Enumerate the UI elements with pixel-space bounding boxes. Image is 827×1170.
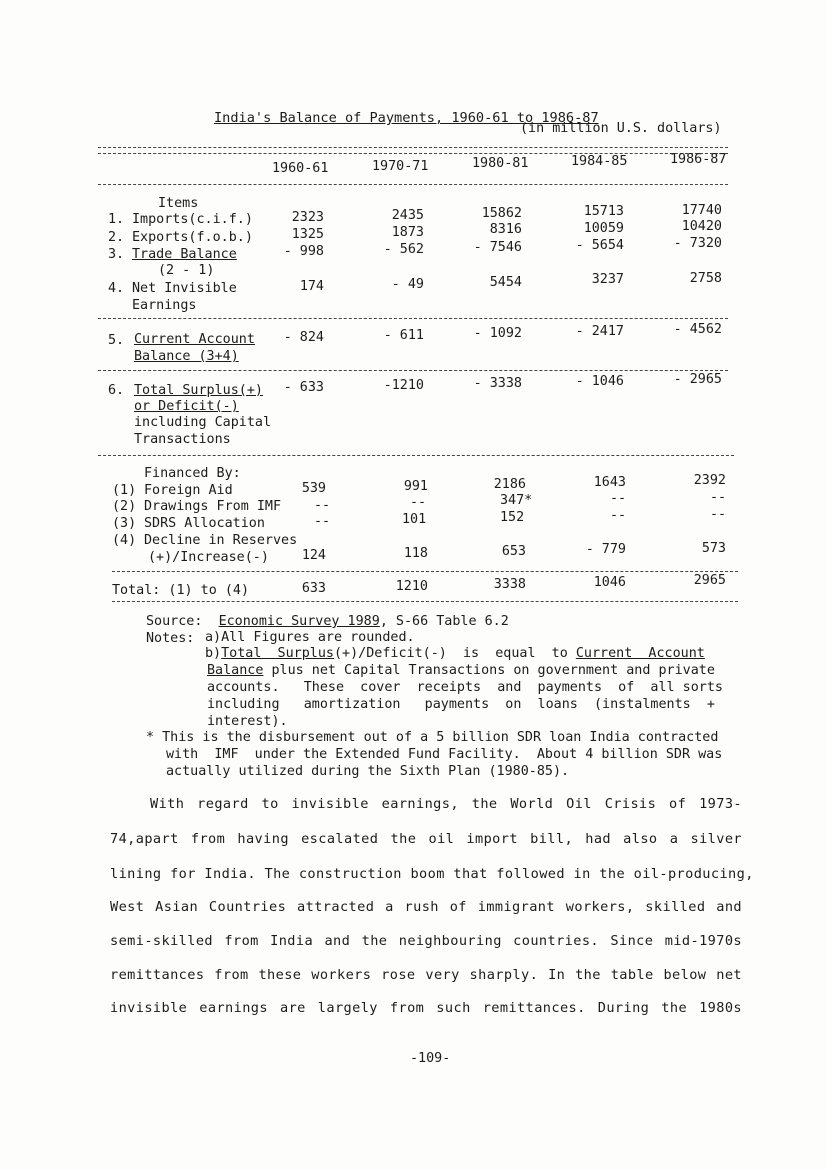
row-label: Imports(c.i.f.) <box>132 212 253 227</box>
source-label: Source: <box>146 614 203 629</box>
value-cell: 2323 <box>291 210 324 225</box>
note-b-line5: interest). <box>207 714 288 729</box>
note-b-line1 <box>205 646 705 661</box>
value-cell: 2392 <box>693 473 726 488</box>
value-cell: 124 <box>301 548 326 563</box>
source-note <box>146 614 509 629</box>
year-header-5: 1986-87 <box>670 152 727 167</box>
rule-top-2 <box>98 153 728 154</box>
note-b-balance: Balance <box>207 663 264 678</box>
value-cell: - 998 <box>283 244 324 259</box>
items-header: Items <box>158 196 199 211</box>
value-cell: - 1046 <box>575 374 624 389</box>
value-cell: - 562 <box>383 242 424 257</box>
value-cell: 17740 <box>681 203 722 218</box>
row-label: Current Account <box>134 332 255 347</box>
row-label-cont: including Capital <box>134 415 272 430</box>
value-cell: -- <box>314 514 331 529</box>
fin-row-label-cont: (+)/Increase(-) <box>148 550 269 565</box>
value-cell: 118 <box>403 546 428 561</box>
source-table: , S-66 Table 6.2 <box>379 614 509 629</box>
note-b-line4: including amortization payments on loans (instalments + <box>207 697 715 712</box>
body-line-1: With regard to invisible earnings, the World Oil Crisis of 1973- <box>150 796 742 812</box>
fin-row-label: Drawings From IMF <box>144 499 282 514</box>
table-title: India's Balance of Payments, 1960-61 to 1986-87 <box>214 110 599 126</box>
value-cell: -- <box>710 490 727 505</box>
note-b-prefix: b) <box>205 646 222 661</box>
row-number: 4. <box>108 281 125 296</box>
footnote-star-line1: * This is the disbursement out of a 5 billion SDR loan India contracted <box>146 730 719 745</box>
value-cell: -- <box>610 491 627 506</box>
row-label-cont: or Deficit(-) <box>134 399 239 414</box>
fin-row-number: (3) <box>112 516 137 531</box>
value-cell: 539 <box>301 481 326 496</box>
value-cell: -- <box>410 495 427 510</box>
fin-row-number: (1) <box>112 483 137 498</box>
value-cell: - 3338 <box>473 376 522 391</box>
row-label-cont: Earnings <box>132 298 197 313</box>
value-cell: 347* <box>500 493 533 508</box>
note-b-total-surplus: Total Surplus <box>221 646 334 661</box>
value-cell: 2965 <box>693 573 726 588</box>
note-b-current-account: Current Account <box>575 646 705 661</box>
fin-row-label: SDRS Allocation <box>144 516 265 531</box>
rule-top-1 <box>98 147 728 148</box>
value-cell: 5454 <box>489 275 522 290</box>
value-cell: 991 <box>403 479 428 494</box>
value-cell: 1210 <box>395 579 428 594</box>
rule-row6 <box>98 455 734 456</box>
value-cell: 2758 <box>689 271 722 286</box>
notes-label: Notes: <box>146 631 195 646</box>
row-number: 6. <box>108 383 125 398</box>
value-cell: - 1092 <box>473 326 522 341</box>
value-cell: - 633 <box>283 380 324 395</box>
value-cell: - 49 <box>391 277 424 292</box>
value-cell: - 611 <box>383 328 424 343</box>
value-cell: 10059 <box>583 221 624 236</box>
year-header-4: 1984-85 <box>571 154 628 169</box>
value-cell: 3338 <box>493 577 526 592</box>
page-number: -109- <box>410 1051 451 1066</box>
value-cell: 653 <box>501 544 526 559</box>
value-cell: 1046 <box>593 575 626 590</box>
value-cell: - 7546 <box>473 240 522 255</box>
body-line-3: lining for India. The construction boom that followed in the oil-producing, <box>110 866 754 882</box>
value-cell: 1325 <box>291 227 324 242</box>
row-label: Trade Balance <box>132 247 237 262</box>
note-b-line2-rest: plus net Capital Transactions on government and private <box>263 663 715 678</box>
rule-row5 <box>98 370 728 371</box>
value-cell: -- <box>710 507 727 522</box>
value-cell: 1643 <box>593 475 626 490</box>
rule-total-top <box>112 571 738 572</box>
value-cell: 8316 <box>489 222 522 237</box>
row-number: 3. <box>108 247 125 262</box>
source-reference: Economic Survey 1989 <box>218 614 380 629</box>
value-cell: - 824 <box>283 330 324 345</box>
row-label-cont: (2 - 1) <box>158 263 215 278</box>
fin-row-label: Foreign Aid <box>144 483 233 498</box>
financed-by-header: Financed By: <box>144 466 241 481</box>
value-cell: - 7320 <box>673 236 722 251</box>
total-label: Total: (1) to (4) <box>112 583 250 598</box>
body-line-4: West Asian Countries attracted a rush of immigrant workers, skilled and <box>110 899 742 915</box>
note-b-line3: accounts. These cover receipts and payments of all sorts <box>207 680 723 695</box>
value-cell: 10420 <box>681 219 722 234</box>
value-cell: - 5654 <box>575 238 624 253</box>
year-header-3: 1980-81 <box>472 156 529 171</box>
value-cell: 633 <box>301 581 326 596</box>
note-a: a)All Figures are rounded. <box>205 630 415 645</box>
footnote-star-line3: actually utilized during the Sixth Plan (1980-85). <box>166 764 570 779</box>
value-cell: 152 <box>500 510 525 525</box>
value-cell: - 2417 <box>575 324 624 339</box>
value-cell: -- <box>314 498 331 513</box>
value-cell: 573 <box>701 541 726 556</box>
row-label-cont: Transactions <box>134 432 231 447</box>
rule-row4 <box>98 318 728 319</box>
body-line-6: remittances from these workers rose very sharply. In the table below net <box>110 967 742 983</box>
year-header-1: 1960-61 <box>272 161 329 176</box>
fin-row-number: (4) <box>112 533 137 548</box>
body-line-2: 74,apart from having escalated the oil import bill, had also a silver <box>110 831 742 847</box>
rule-header <box>98 184 728 185</box>
rule-bottom <box>112 601 738 602</box>
value-cell: - 779 <box>585 542 626 557</box>
footnote-star-line2: with IMF under the Extended Fund Facility. About 4 billion SDR was <box>166 747 723 762</box>
body-line-5: semi-skilled from India and the neighbouring countries. Since mid-1970s <box>110 933 742 949</box>
fin-row-number: (2) <box>112 499 137 514</box>
value-cell: 2435 <box>391 208 424 223</box>
fin-row-label: Decline in Reserves <box>144 533 298 548</box>
row-number: 1. <box>108 212 125 227</box>
note-b-line2 <box>207 663 715 678</box>
value-cell: 101 <box>402 512 427 527</box>
row-label: Net Invisible <box>132 281 237 296</box>
value-cell: -- <box>610 508 627 523</box>
value-cell: 1873 <box>391 225 424 240</box>
value-cell: - 4562 <box>673 322 722 337</box>
row-number: 2. <box>108 230 125 245</box>
value-cell: 15862 <box>481 206 522 221</box>
row-number: 5. <box>108 333 125 348</box>
value-cell: -1210 <box>383 378 424 393</box>
year-header-2: 1970-71 <box>372 159 429 174</box>
value-cell: 3237 <box>591 272 624 287</box>
body-line-7: invisible earnings are largely from such remittances. During the 1980s <box>110 1000 742 1016</box>
value-cell: 15713 <box>583 204 624 219</box>
row-label: Exports(f.o.b.) <box>132 230 253 245</box>
value-cell: - 2965 <box>673 372 722 387</box>
row-label-cont: Balance (3+4) <box>134 349 239 364</box>
row-label: Total Surplus(+) <box>134 383 263 398</box>
value-cell: 2186 <box>493 477 526 492</box>
value-cell: 174 <box>299 279 324 294</box>
note-b-mid: (+)/Deficit(-) is equal to <box>334 646 576 661</box>
table-unit: (in million U.S. dollars) <box>520 121 722 136</box>
